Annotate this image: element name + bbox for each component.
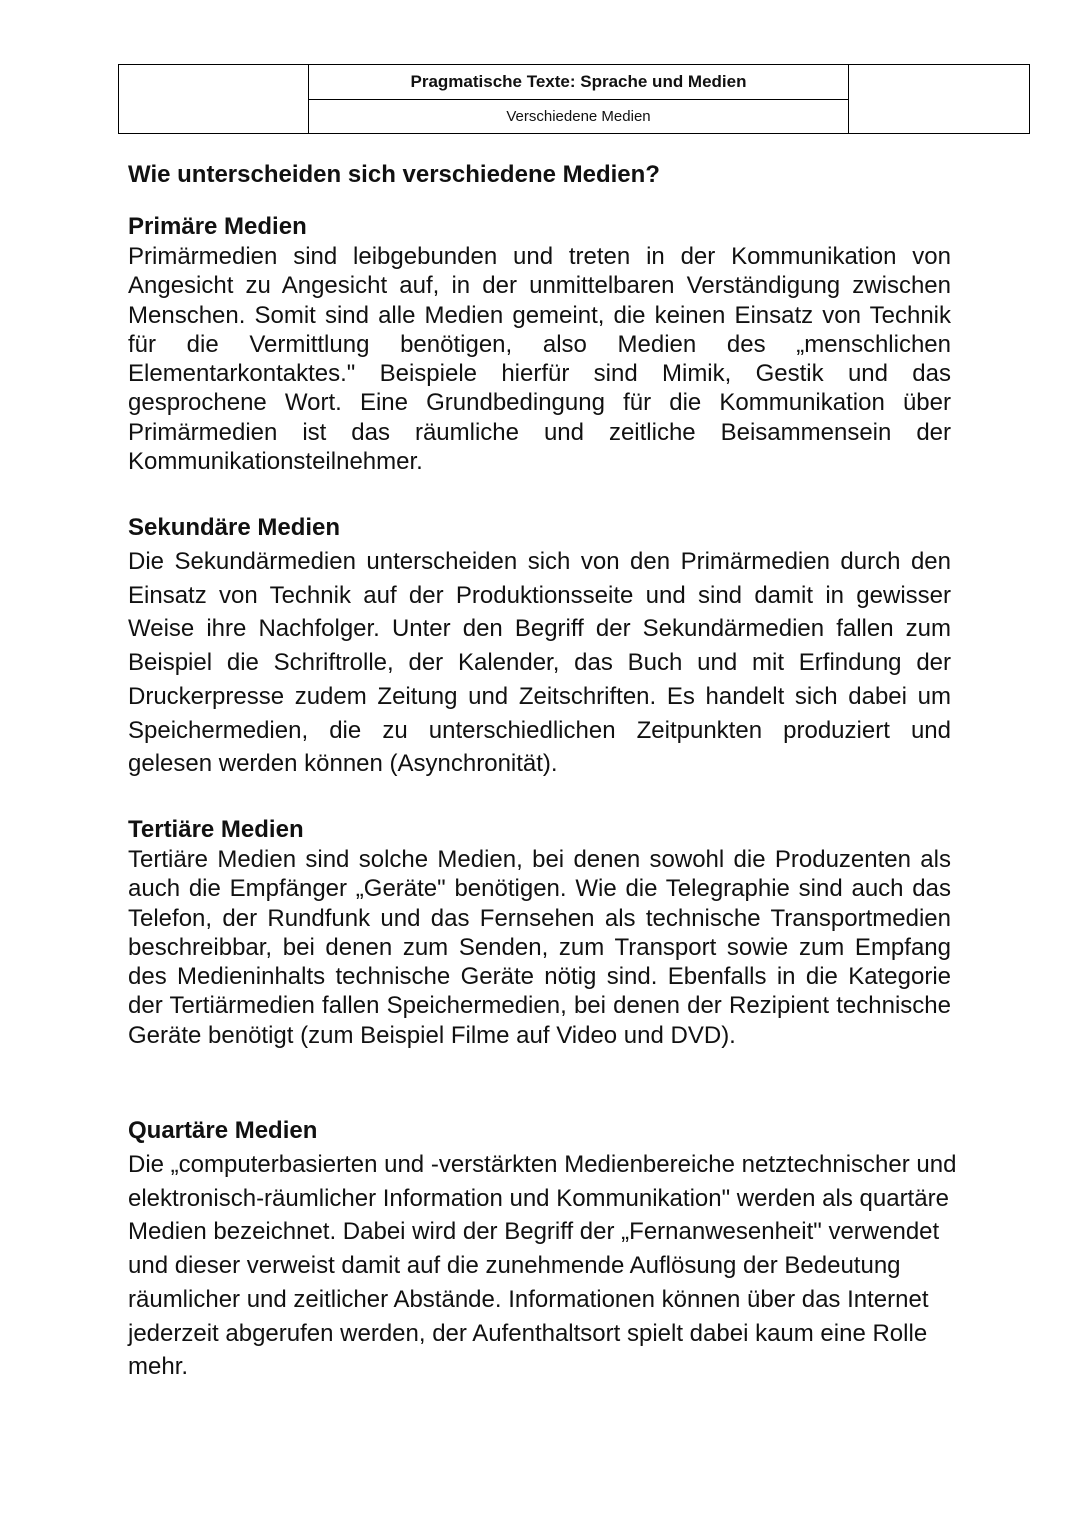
section-quaternary-media <box>128 1116 958 1384</box>
section-heading: Tertiäre Medien <box>128 816 304 843</box>
header-right-cell <box>849 65 1029 133</box>
header-subtitle: Verschiedene Medien <box>506 108 651 125</box>
section-text: Tertiäre Medien sind solche Medien, bei denen sowohl die Produzenten als auch die Empfänger „Geräte" benötigen. Wie die Telegraphie sind auch das Telefon, der Rundfunk und das Fernsehen als technische Transportmedien beschreibbar, bei denen zum Senden, zum Transport sowie zum Empfang des Medieninhalts technische Geräte nötig sind. Ebenfalls in die Kategorie der Tertiärmedien fallen Speichermedien, bei denen der Rezipient technische Geräte benötigt (zum Beispiel Filme auf Video und DVD). <box>128 846 951 1049</box>
section-heading: Primäre Medien <box>128 213 307 240</box>
header-left-cell <box>119 65 309 133</box>
section-tertiary-media <box>128 815 951 1050</box>
document-title: Wie unterscheiden sich verschiedene Medien? <box>128 161 660 188</box>
section-text: Die Sekundärmedien unterscheiden sich von den Primärmedien durch den Einsatz von Technik auf der Produktionsseite und sind damit in gewisser Weise ihre Nachfolger. Unter den Begriff der Sekundärmedien fallen zum Beispiel die Schriftrolle, der Kalender, das Buch und mit Erfindung der Druckerpresse zudem Zeitung und Zeitschriften. Es handelt sich dabei um Speichermedien, die zu unterschiedlichen Zeitpunkten produziert und gelesen werden können (Asynchronität). <box>128 548 951 778</box>
header-title: Pragmatische Texte: Sprache und Medien <box>309 65 848 100</box>
section-heading: Quartäre Medien <box>128 1117 318 1144</box>
section-text: Die „computerbasierten und -verstärkten Medienbereiche netztechnischer und elektronisch-räumlicher Information und Kommunikation" werden als quartäre Medien bezeichnet. Dabei wird der Begriff der „Fernanwesenheit" verwendet und dieser verweist damit auf die zunehmende Auflösung der Bedeutung räumlicher und zeitlicher Abstände. Informationen können über das Internet jederzeit abgerufen werden, der Aufenthaltsort spielt dabei kaum eine Rolle mehr. <box>128 1151 957 1381</box>
section-primary-media <box>128 212 951 476</box>
section-text: Primärmedien sind leibgebunden und treten in der Kommunikation von Angesicht zu Angesicht auf, in der unmittelbaren Verständigung zwischen Menschen. Somit sind alle Medien gemeint, die keinen Einsatz von Technik für die Vermittlung benötigen, also Medien des „menschlichen Elementarkontaktes." Beispiele hierfür sind Mimik, Gestik und das gesprochene Wort. Eine Grundbedingung für die Kommunikation über Primärmedien ist das räumliche und zeitliche Beisammensein der Kommunikationsteilnehmer. <box>128 243 951 476</box>
header-table <box>118 64 1030 134</box>
section-secondary-media <box>128 513 951 781</box>
header-middle-cell <box>309 65 849 133</box>
section-heading: Sekundäre Medien <box>128 514 341 541</box>
